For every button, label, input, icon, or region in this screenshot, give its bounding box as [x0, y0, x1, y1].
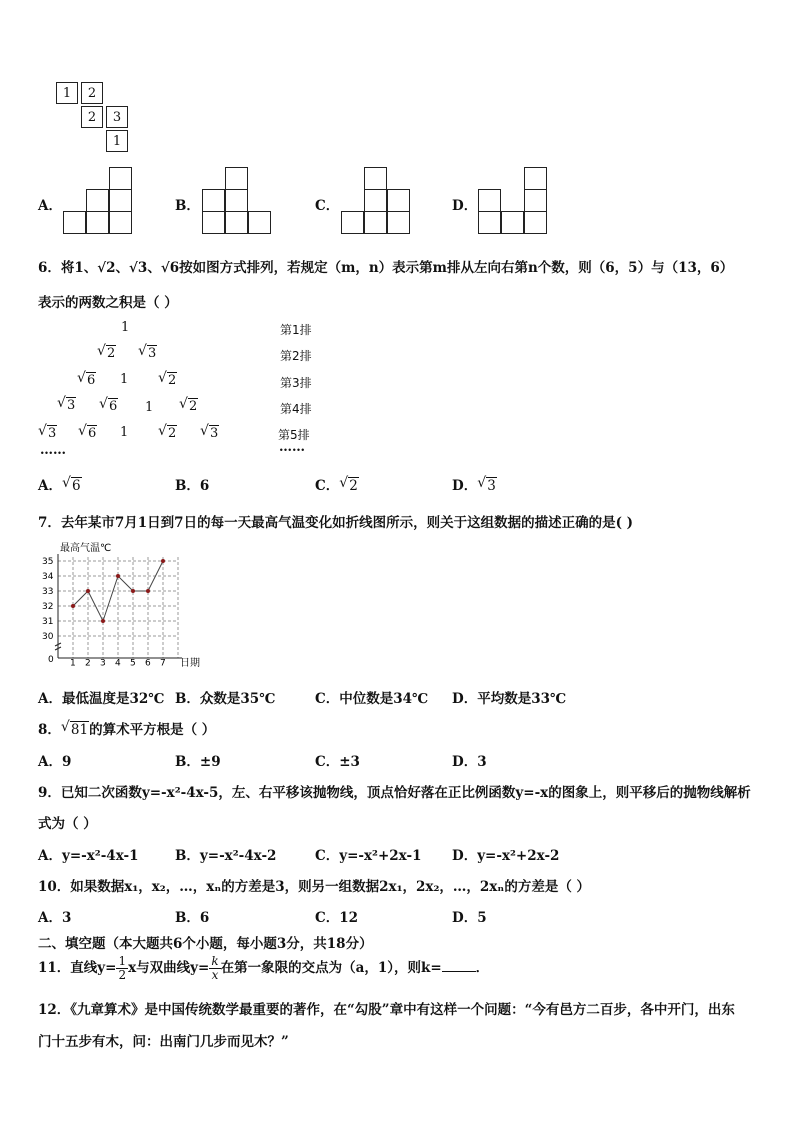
option-a-label[interactable]: A． [38, 198, 62, 214]
x-tick-label: 1 [70, 658, 76, 669]
q10-option-d[interactable]: D．5 [452, 910, 487, 926]
x-tick-label: 5 [130, 658, 136, 669]
row-label: 第2排 [280, 349, 312, 363]
tri-radical: √ 6 [99, 396, 118, 414]
q9-option-b[interactable]: B．y=-x²-4x-2 [175, 848, 277, 864]
q7-stem: 7．去年某市7月1日到7日的每一天最高气温变化如折线图所示，则关于这组数据的描述正确的是( ) [38, 515, 634, 531]
q10-option-a[interactable]: A．3 [38, 910, 72, 926]
row-label-ellipsis: …… [279, 440, 305, 455]
data-point [101, 619, 105, 623]
net-cell: 2 [81, 106, 103, 128]
q8-option-d[interactable]: D．3 [452, 754, 487, 770]
y-tick-label: 31 [42, 617, 54, 627]
q11-answer-blank[interactable] [442, 959, 476, 972]
row-label: 第5排 [278, 428, 310, 442]
q6-option-d[interactable]: D． √ 3 [452, 475, 496, 494]
q8-option-b[interactable]: B．±9 [175, 754, 221, 770]
q6-option-b[interactable]: B．6 [175, 478, 210, 494]
tri-number: 1 [120, 372, 129, 387]
y-tick-label: 34 [42, 572, 54, 582]
q8-option-c[interactable]: C．±3 [315, 754, 360, 770]
tri-number: 1 [145, 400, 154, 415]
tri-radical: √ 3 [38, 423, 57, 441]
q8-stem: 8． √ 81的算术平方根是（ ） [38, 719, 216, 738]
net-cell: 3 [106, 106, 128, 128]
x-tick-label: 7 [160, 658, 166, 669]
q6-stem-line2: 表示的两数之积是（ ） [38, 295, 178, 311]
net-cell: 2 [81, 82, 103, 104]
q6-option-c[interactable]: C． √ 2 [315, 475, 358, 494]
temperature-line-chart [38, 538, 208, 673]
row-label: 第4排 [280, 402, 312, 416]
q9-option-c[interactable]: C．y=-x²+2x-1 [315, 848, 422, 864]
x-tick-label: 6 [145, 658, 151, 669]
data-point [86, 589, 90, 593]
data-point [116, 574, 120, 578]
chart-grid [58, 557, 178, 658]
q9-stem-line1: 9．已知二次函数y=-x²-4x-5，左、右平移该抛物线，顶点恰好落在正比例函数y=-x的图象上，则平移后的抛物线解析 [38, 785, 751, 801]
tri-number: 1 [120, 425, 129, 440]
chart-title: 最高气温℃ [60, 543, 112, 554]
x-tick-label: 3 [100, 658, 106, 669]
tri-radical: √ 2 [158, 370, 177, 388]
net-cell: 1 [56, 82, 78, 104]
tri-radical: √ 6 [78, 423, 97, 441]
q9-option-d[interactable]: D．y=-x²+2x-2 [452, 848, 560, 864]
q9-stem-line2: 式为（ ） [38, 816, 97, 832]
tri-radical: √ 3 [200, 423, 219, 441]
row-label: 第3排 [280, 376, 312, 390]
section-heading: 二、填空题（本大题共6个小题，每小题3分，共18分） [38, 936, 373, 952]
q10-stem: 10．如果数据x₁，x₂，…，xₙ的方差是3，则另一组数据2x₁，2x₂，…，2xₙ的方差是（ ） [38, 879, 591, 895]
q7-option-d[interactable]: D．平均数是33℃ [452, 691, 567, 707]
tri-radical: √ 3 [138, 343, 157, 361]
y-tick-label: 35 [42, 557, 54, 567]
chart-origin-label: 0 [48, 655, 54, 665]
data-point [146, 589, 150, 593]
data-point [161, 559, 165, 563]
q7-option-a[interactable]: A．最低温度是32℃ [38, 691, 165, 707]
tri-ellipsis: …… [40, 443, 66, 458]
tri-radical: √ 2 [158, 423, 177, 441]
tri-radical: √ 2 [179, 396, 198, 414]
y-tick-label: 32 [42, 602, 54, 612]
y-tick-label: 30 [42, 632, 54, 642]
tri-radical: √ 3 [57, 395, 76, 413]
data-point [71, 604, 75, 608]
chart-xlabel: 日期 [180, 658, 200, 669]
net-cell: 1 [106, 130, 128, 152]
x-tick-label: 2 [85, 658, 91, 669]
option-d-label[interactable]: D． [452, 198, 478, 214]
q6-option-a[interactable]: A． √ 6 [38, 475, 81, 494]
q7-option-b[interactable]: B．众数是35℃ [175, 691, 276, 707]
q12-stem-line1: 12．《九章算术》是中国传统数学最重要的著作，在“勾股”章中有这样一个问题：“今有邑方二百步，各中开门，出东 [38, 1002, 735, 1018]
tri-radical: √ 6 [77, 370, 96, 388]
q6-stem-line1: 6．将1、√2、√3、√6按如图方式排列，若规定（m，n）表示第m排从左向右第n个数，则（6，5）与（13，6） [38, 260, 734, 276]
option-c-label[interactable]: C． [315, 198, 340, 214]
y-tick-label: 33 [42, 587, 54, 597]
q11-stem: 11．直线y= $\frac{1}{2}$ x与双曲线y= $\frac{k}{x}$ 在第一象限的交点为（a，1），则k= ． [38, 954, 490, 982]
q10-option-c[interactable]: C．12 [315, 910, 359, 926]
tri-radical: √ 2 [97, 343, 116, 361]
chart-ticks [42, 557, 166, 669]
q10-option-b[interactable]: B．6 [175, 910, 210, 926]
q8-option-a[interactable]: A．9 [38, 754, 72, 770]
tri-number: 1 [121, 320, 130, 335]
q12-stem-line2: 门十五步有木，问：出南门几步而见木？” [38, 1034, 289, 1050]
row-label: 第1排 [280, 323, 312, 337]
option-b-label[interactable]: B． [175, 198, 200, 214]
data-point [131, 589, 135, 593]
x-tick-label: 4 [115, 658, 121, 669]
q9-option-a[interactable]: A．y=-x²-4x-1 [38, 848, 139, 864]
q7-option-c[interactable]: C．中位数是34℃ [315, 691, 429, 707]
